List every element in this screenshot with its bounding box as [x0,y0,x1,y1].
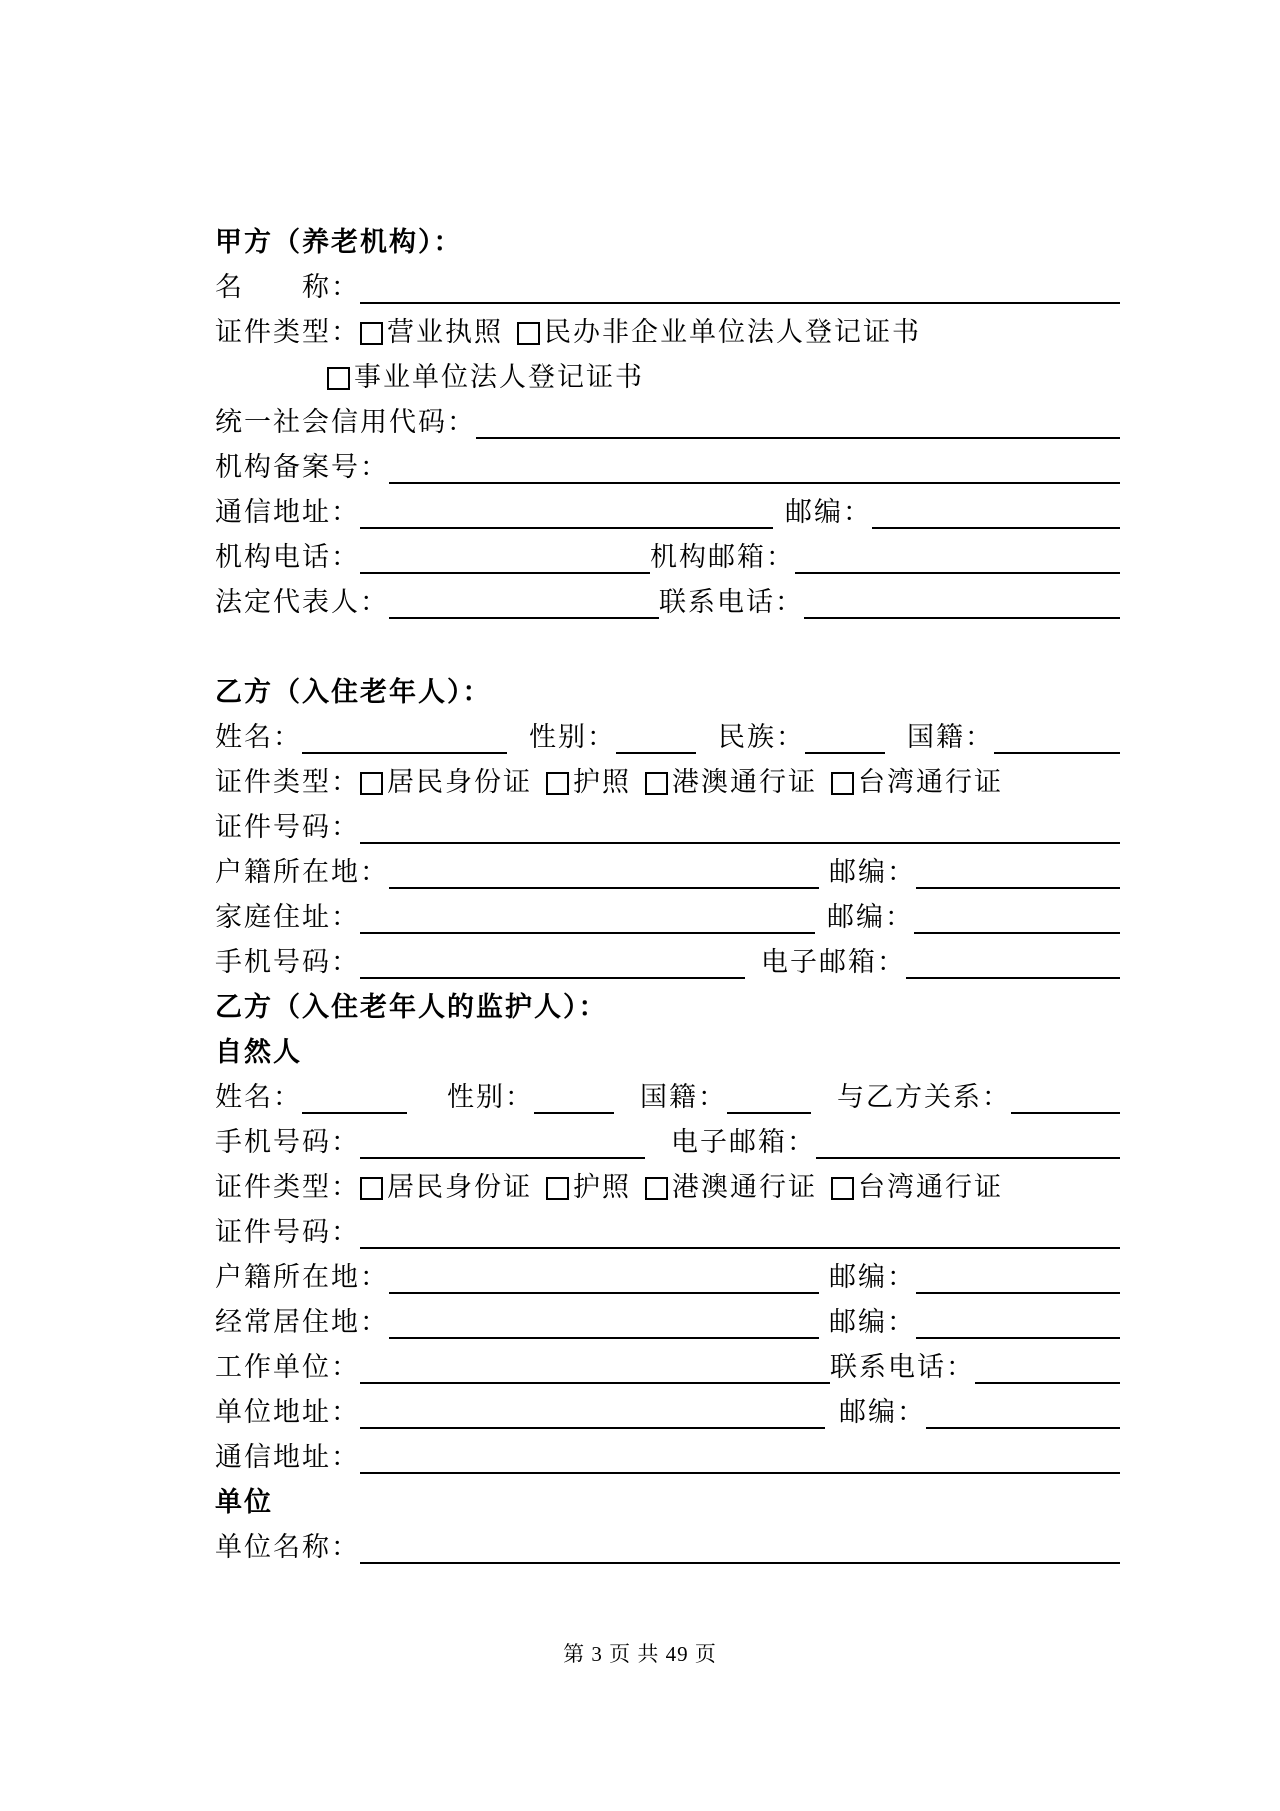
field-label: 户籍所在地： [215,1262,389,1292]
field-label: 统一社会信用代码： [215,407,476,437]
field-row-elder-name [215,715,1120,760]
blank-line[interactable] [360,265,1120,304]
blank-line[interactable] [389,580,659,619]
field-label: 手机号码： [215,1127,360,1157]
blank-line[interactable] [302,715,507,754]
field-row-elder-cert-type [215,760,1120,805]
blank-line[interactable] [804,580,1120,619]
checkbox-icon[interactable] [327,367,350,390]
field-label: 证件类型： [215,1172,360,1202]
checkbox-option-label: 台湾通行证 [858,767,1003,797]
field-row-guardian-cert-type [215,1165,1120,1210]
blank-line[interactable] [360,1120,645,1159]
blank-line[interactable] [805,715,885,754]
checkbox-icon[interactable] [831,1177,854,1200]
field-row-org-guardian-name [215,1525,1120,1570]
field-row-guardian-cert-no [215,1210,1120,1255]
blank-line[interactable] [975,1345,1120,1384]
checkbox-icon[interactable] [517,322,540,345]
section-title: 甲方（养老机构）： [215,227,463,257]
blank-line[interactable] [994,715,1120,754]
field-row-party-a-cert-type-2 [215,355,1120,400]
checkbox-option-label: 民办非企业单位法人登记证书 [544,317,921,347]
field-label: 法定代表人： [215,587,389,617]
field-row-guardian-mobile [215,1120,1120,1165]
blank-line[interactable] [906,940,1120,979]
natural-person-subheading [215,1030,1120,1075]
blank-line[interactable] [360,1210,1120,1249]
field-label: 性别： [529,722,616,752]
field-label: 国籍： [640,1082,727,1112]
field-label: 机构邮箱： [650,542,795,572]
blank-line[interactable] [916,1300,1120,1339]
field-row-party-a-address [215,490,1120,535]
field-label: 证件号码： [215,1217,360,1247]
form-content [215,220,1120,1570]
blank-line[interactable] [916,1255,1120,1294]
party-a-heading [215,220,1120,265]
field-row-elder-cert-no [215,805,1120,850]
field-label: 姓名： [215,1082,302,1112]
field-label: 单位地址： [215,1397,360,1427]
field-label: 性别： [447,1082,534,1112]
field-row-guardian-name [215,1075,1120,1120]
field-label: 机构电话： [215,542,360,572]
page-footer: 第 3 页 共 49 页 [563,1642,717,1666]
field-label: 邮编： [829,1262,916,1292]
field-label: 名 称： [215,272,360,302]
field-label: 电子邮箱： [671,1127,816,1157]
field-label: 通信地址： [215,497,360,527]
blank-line[interactable] [727,1075,811,1114]
field-label: 国籍： [907,722,994,752]
section-title: 乙方（入住老年人的监护人）： [215,992,608,1022]
field-label: 家庭住址： [215,902,360,932]
field-label: 证件号码： [215,812,360,842]
field-label: 单位名称： [215,1532,360,1562]
field-row-elder-home-address [215,895,1120,940]
field-row-filing-no [215,445,1120,490]
field-row-uscc [215,400,1120,445]
field-row-elder-hukou [215,850,1120,895]
field-row-org-phone [215,535,1120,580]
checkbox-option-label: 营业执照 [387,317,503,347]
field-label: 邮编： [829,857,916,887]
field-row-legal-rep [215,580,1120,625]
checkbox-icon[interactable] [360,1177,383,1200]
blank-line[interactable] [616,715,696,754]
field-label: 邮编： [827,902,914,932]
checkbox-icon[interactable] [546,1177,569,1200]
field-label: 邮编： [785,497,872,527]
blank-line[interactable] [360,1525,1120,1564]
blank-line[interactable] [476,400,1120,439]
checkbox-option-label: 事业单位法人登记证书 [354,362,644,392]
section-subtitle: 自然人 [215,1037,302,1067]
blank-line[interactable] [360,1345,830,1384]
organization-subheading [215,1480,1120,1525]
blank-line[interactable] [389,850,819,889]
field-label: 与乙方关系： [837,1082,1011,1112]
blank-line[interactable] [389,1255,819,1294]
blank-line[interactable] [389,445,1120,484]
field-row-guardian-employer-address [215,1390,1120,1435]
field-row-org-name [215,265,1120,310]
field-label: 姓名： [215,722,302,752]
checkbox-icon[interactable] [360,322,383,345]
checkbox-option-label: 港澳通行证 [672,767,817,797]
blank-line[interactable] [360,535,650,574]
field-label: 邮编： [839,1397,926,1427]
blank-line[interactable] [926,1390,1120,1429]
blank-line[interactable] [816,1120,1120,1159]
section-subtitle: 单位 [215,1487,273,1517]
field-label: 邮编： [829,1307,916,1337]
party-b-guardian-heading [215,985,1120,1030]
checkbox-option-label: 护照 [573,1172,631,1202]
checkbox-option-label: 护照 [573,767,631,797]
blank-line[interactable] [360,490,773,529]
blank-line[interactable] [534,1075,614,1114]
field-label: 通信地址： [215,1442,360,1472]
field-label: 联系电话： [830,1352,975,1382]
checkbox-option-label: 居民身份证 [387,767,532,797]
field-label: 电子邮箱： [761,947,906,977]
field-label: 工作单位： [215,1352,360,1382]
blank-line[interactable] [914,895,1120,934]
checkbox-option-label: 居民身份证 [387,1172,532,1202]
blank-line[interactable] [1011,1075,1120,1114]
checkbox-icon[interactable] [360,772,383,795]
field-label: 经常居住地： [215,1307,389,1337]
field-label: 证件类型： [215,767,360,797]
blank-line[interactable] [360,895,815,934]
checkbox-option-label: 台湾通行证 [858,1172,1003,1202]
checkbox-icon[interactable] [831,772,854,795]
blank-line[interactable] [360,805,1120,844]
field-label: 手机号码： [215,947,360,977]
field-row-elder-mobile [215,940,1120,985]
field-row-guardian-hukou [215,1255,1120,1300]
checkbox-icon[interactable] [645,1177,668,1200]
blank-line[interactable] [795,535,1120,574]
field-row-guardian-residence [215,1300,1120,1345]
blank-line[interactable] [389,1300,819,1339]
field-row-party-a-cert-type [215,310,1120,355]
field-row-guardian-employer [215,1345,1120,1390]
field-label: 证件类型： [215,317,360,347]
party-b-elder-heading [215,670,1120,715]
blank-line[interactable] [360,1390,825,1429]
field-label: 机构备案号： [215,452,389,482]
section-title: 乙方（入住老年人）： [215,677,492,707]
blank-line[interactable] [360,940,745,979]
checkbox-option-label: 港澳通行证 [672,1172,817,1202]
blank-line[interactable] [916,850,1120,889]
blank-line[interactable] [360,1435,1120,1474]
field-label: 民族： [718,722,805,752]
field-label: 联系电话： [659,587,804,617]
field-row-guardian-mailing-address [215,1435,1120,1480]
blank-line[interactable] [302,1075,407,1114]
field-label: 户籍所在地： [215,857,389,887]
checkbox-icon[interactable] [645,772,668,795]
checkbox-icon[interactable] [546,772,569,795]
blank-line[interactable] [872,490,1120,529]
